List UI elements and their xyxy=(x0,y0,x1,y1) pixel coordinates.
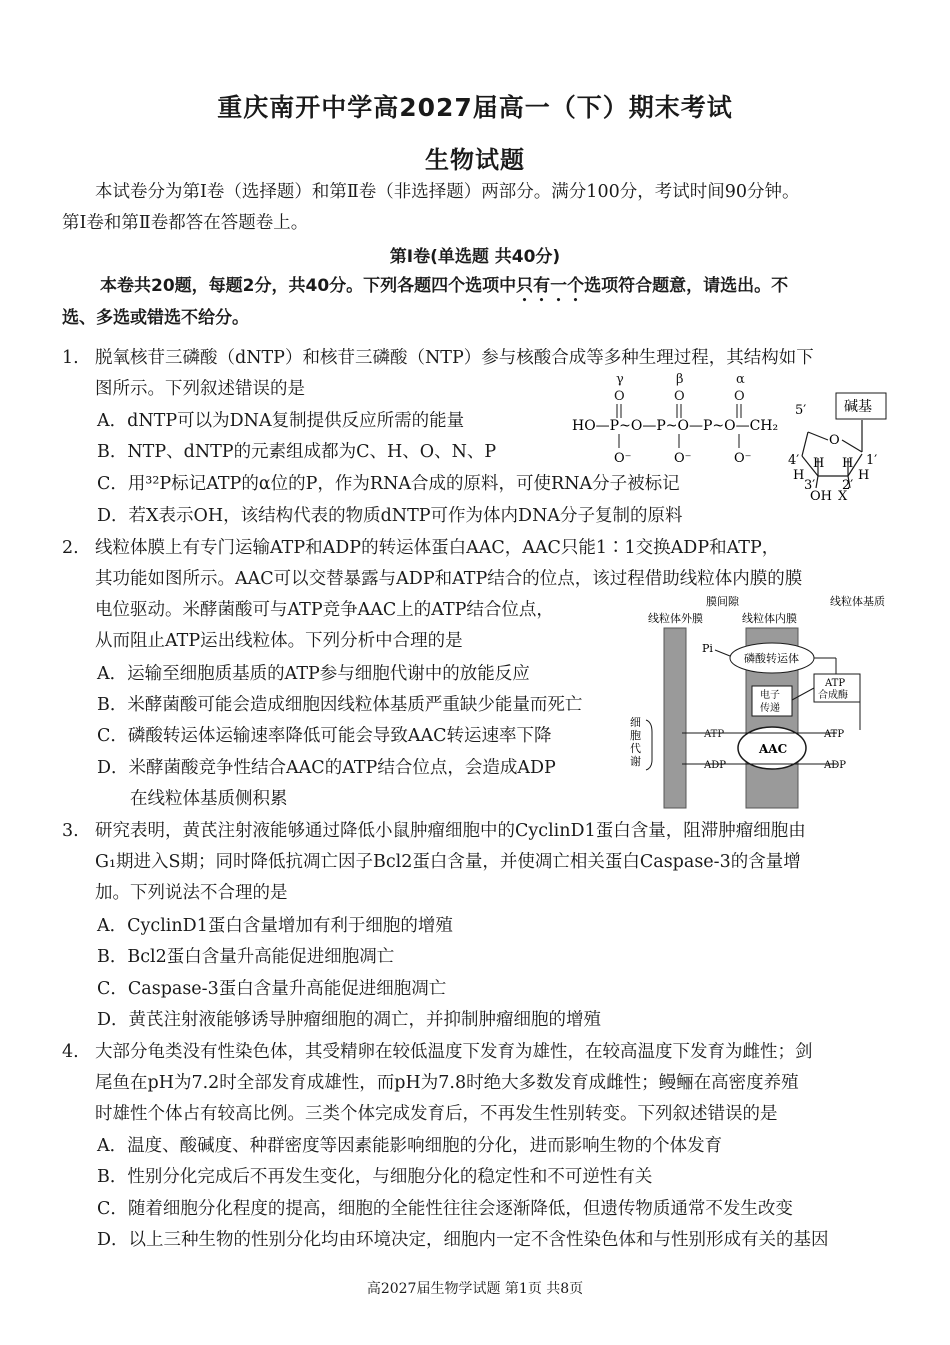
q3-option-d: D．黄芪注射液能够诱导肿瘤细胞的凋亡，并抑制肿瘤细胞的增殖 xyxy=(97,1010,602,1030)
oh-label: OH xyxy=(810,489,832,503)
q4-option-d: D．以上三种生物的性别分化均由环境决定，细胞内一定不含性染色体和与性别形成有关的基因 xyxy=(97,1230,829,1250)
gamma-label: γ xyxy=(616,372,624,387)
page-footer: 高2027届生物学试题 第1页 共8页 xyxy=(366,1281,584,1297)
q1-stem-1: 脱氧核苷三磷酸（dNTP）和核苷三磷酸（NTP）参与核酸合成等多种生理过程，其结构如下 xyxy=(95,348,814,368)
metabolism-bracket xyxy=(646,720,652,770)
q2-stem-4: 从而阻止ATP运出线粒体。下列分析中合理的是 xyxy=(95,631,463,651)
q1-option-b: B．NTP、dNTP的元素组成都为C、H、O、N、P xyxy=(97,442,497,462)
c1-label: 1′ xyxy=(866,453,878,468)
h-2: H xyxy=(858,468,870,483)
etc-label: 电子传递 xyxy=(760,690,780,714)
instr-part-a: 本卷共20题，每题2分，共40分。下列各题四个选项中 xyxy=(100,276,517,296)
o-minus-2: O⁻ xyxy=(674,451,692,466)
alpha-label: α xyxy=(736,372,745,387)
q3-stem-1: 研究表明，黄芪注射液能够通过降低小鼠肿瘤细胞中的CyclinD1蛋白含量，阻滞肿瘤细胞由 xyxy=(95,821,806,841)
q4-option-c: C．随着细胞分化程度的提高，细胞的全能性往往会逐渐降低，但遗传物质通常不发生改变 xyxy=(97,1199,793,1219)
q3-number: 3. xyxy=(62,821,79,841)
o-minus-3: O⁻ xyxy=(734,451,752,466)
exam-title: 重庆南开中学高2027届高一（下）期末考试 xyxy=(217,93,733,122)
q1-option-d: D．若X表示OH，该结构代表的物质dNTP可作为体内DNA分子复制的原料 xyxy=(97,506,683,526)
q3-option-b: B．Bcl2蛋白含量升高能促进细胞凋亡 xyxy=(97,947,395,967)
c4-label: 4′ xyxy=(788,453,800,468)
q1-stem-2: 图所示。下列叙述错误的是 xyxy=(95,379,305,399)
pi-arrow xyxy=(715,650,730,656)
exam-subject: 生物试题 xyxy=(425,146,525,174)
adp-left-label: ADP xyxy=(704,760,726,771)
instr-part-c: 选项符合题意，请选出。不 xyxy=(584,276,789,296)
q2-stem-3: 电位驱动。米酵菌酸可与ATP竞争AAC上的ATP结合位点， xyxy=(95,600,554,620)
h-3: H xyxy=(793,468,805,483)
q2-option-c: C．磷酸转运体运输速率降低可能会导致AAC转运速率下降 xyxy=(97,726,552,746)
phosphate-transporter-label: 磷酸转运体 xyxy=(744,652,799,665)
q1-option-a: A．dNTP可以为DNA复制提供反应所需的能量 xyxy=(97,411,465,431)
section-instructions-2: 选、多选或错选不给分。 xyxy=(62,308,249,328)
c3-label: 3′ xyxy=(804,478,816,493)
q3-stem-3: 加。下列说法不合理的是 xyxy=(95,883,288,903)
q4-stem-2: 尾鱼在pH为7.2时全部发育成雄性，而pH为7.8时绝大多数发育成雌性；鳗鲡在高密度养殖 xyxy=(95,1073,799,1093)
q2-number: 2. xyxy=(62,538,79,558)
phosphate-chain: HO—P~O—P~O—P~O—CH₂ xyxy=(572,418,779,434)
q1-option-c: C．用³²P标记ATP的α位的P，作为RNA合成的原料，可使RNA分子被标记 xyxy=(97,474,680,494)
intermembrane-label: 膜间隙 xyxy=(706,595,739,608)
dntp-structure-figure xyxy=(566,368,896,503)
q2-option-d-1: D．米酵菌酸竞争性结合AAC的ATP结合位点，会造成ADP xyxy=(97,758,556,778)
intro-line-1: 本试卷分为第Ⅰ卷（选择题）和第Ⅱ卷（非选择题）两部分。满分100分，考试时间90分钟。 xyxy=(95,182,800,202)
atp-right-label: ATP xyxy=(824,729,845,740)
c5-label: 5′ xyxy=(795,403,807,418)
q2-stem-1: 线粒体膜上有专门运输ATP和ADP的转运体蛋白AAC，AAC只能1∶1交换ADP和ATP， xyxy=(95,538,780,558)
c2-label: 2′ xyxy=(842,478,854,493)
section-title: 第Ⅰ卷(单选题 共40分) xyxy=(389,247,561,267)
section-instructions-1 xyxy=(100,274,788,306)
inner-membrane-label: 线粒体内膜 xyxy=(742,612,797,625)
adp-right-label: ADP xyxy=(824,760,846,771)
beta-label: β xyxy=(676,372,684,387)
h-1: H xyxy=(842,456,854,471)
q4-number: 4. xyxy=(62,1042,79,1062)
x-label: X xyxy=(838,489,848,503)
intro-line-2: 第Ⅰ卷和第Ⅱ卷都答在答题卷上。 xyxy=(62,213,309,233)
q2-option-b: B．米酵菌酸可能会造成细胞因线粒体基质严重缺少能量而死亡 xyxy=(97,695,583,715)
q4-option-a: A．温度、酸碱度、种群密度等因素能影响细胞的分化，进而影响生物的个体发育 xyxy=(97,1136,723,1156)
outer-membrane xyxy=(664,628,686,808)
q3-stem-2: G₁期进入S期；同时降低抗凋亡因子Bcl2蛋白含量，并使凋亡相关蛋白Caspase-3的含量增 xyxy=(95,852,801,872)
q4-stem-1: 大部分龟类没有性染色体，其受精卵在较低温度下发育为雄性，在较高温度下发育为雌性；剑 xyxy=(95,1042,813,1062)
matrix-label: 线粒体基质 xyxy=(830,595,885,608)
q2-stem-2: 其功能如图所示。AAC可以交替暴露与ADP和ATP结合的位点，该过程借助线粒体内膜的膜 xyxy=(95,569,803,589)
base-label: 碱基 xyxy=(844,399,872,415)
aac-label: AAC xyxy=(759,742,788,756)
q2-option-d-2: 在线粒体基质侧积累 xyxy=(130,789,288,809)
o-top-3: O xyxy=(734,389,745,404)
outer-membrane-label: 线粒体外膜 xyxy=(648,612,703,625)
o-minus-1: O⁻ xyxy=(614,451,632,466)
q3-option-c: C．Caspase-3蛋白含量升高能促进细胞凋亡 xyxy=(97,979,447,999)
atp-synthase-label: ATP 合成酶 xyxy=(818,678,848,701)
cell-metabolism-label: 细胞代谢 xyxy=(630,716,641,768)
q3-option-a: A．CyclinD1蛋白含量增加有利于细胞的增殖 xyxy=(97,916,453,936)
mitochondria-aac-figure xyxy=(622,592,892,812)
h-4: H xyxy=(813,456,825,471)
o-top-2: O xyxy=(674,389,685,404)
q1-number: 1. xyxy=(62,348,79,368)
q4-option-b: B．性别分化完成后不再发生变化，与细胞分化的稳定性和不可逆性有关 xyxy=(97,1167,653,1187)
ring-o-label: O xyxy=(829,433,840,448)
atp-left-label: ATP xyxy=(704,729,725,740)
pi-label: Pi xyxy=(702,642,713,655)
o-top-1: O xyxy=(614,389,625,404)
q4-stem-3: 时雄性个体占有较高比例。三类个体完成发育后，不再发生性别转变。下列叙述错误的是 xyxy=(95,1104,778,1124)
instr-emphasis: 只有一个 xyxy=(516,276,585,296)
q2-option-a: A．运输至细胞质基质的ATP参与细胞代谢中的放能反应 xyxy=(97,664,530,684)
